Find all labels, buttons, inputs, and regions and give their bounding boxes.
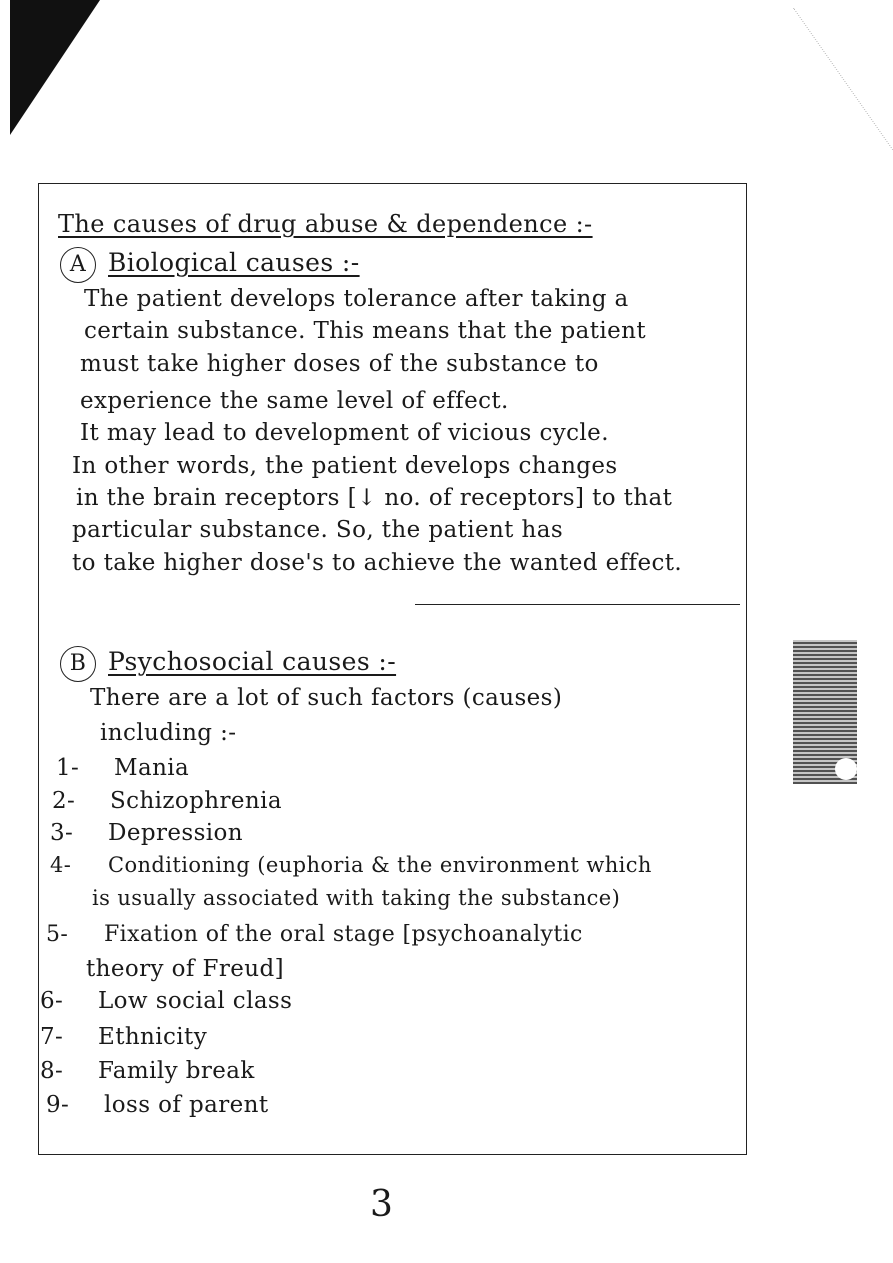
section-a-marker: A: [60, 247, 96, 283]
section-a-line: In other words, the patient develops changes: [72, 453, 618, 479]
section-a-line: to take higher dose's to achieve the wanted effect.: [72, 550, 683, 576]
list-item-number: 7-: [40, 1024, 64, 1050]
list-item-number: 1-: [56, 755, 80, 781]
list-item-continuation: theory of Freud]: [86, 956, 284, 982]
list-item-text: Schizophrenia: [110, 788, 282, 814]
list-item-number: 3-: [50, 820, 74, 846]
list-item: [40, 988, 292, 1014]
list-item-text: Conditioning (euphoria & the environment which: [108, 853, 652, 877]
section-a-line: certain substance. This means that the patient: [84, 318, 647, 344]
list-item-text: Ethnicity: [98, 1024, 208, 1050]
list-item: [50, 820, 243, 846]
section-divider: [415, 604, 740, 605]
list-item: [40, 1058, 255, 1084]
list-item-text: Low social class: [98, 988, 293, 1014]
scan-side-mark: [793, 640, 857, 784]
list-item: [46, 922, 583, 947]
list-item-number: 6-: [40, 988, 64, 1014]
section-a-heading: [60, 247, 360, 283]
section-a-line: experience the same level of effect.: [80, 388, 509, 414]
list-item: [52, 788, 282, 814]
list-item-text: Family break: [98, 1058, 255, 1084]
page-number: 3: [370, 1184, 393, 1225]
list-item-number: 5-: [46, 922, 69, 947]
section-a-line: particular substance. So, the patient has: [72, 517, 564, 543]
list-item-number: 2-: [52, 788, 76, 814]
section-b-title: Psychosocial causes :-: [108, 647, 397, 676]
list-item: [46, 1092, 269, 1118]
section-b-marker: B: [60, 646, 96, 682]
list-item-continuation: is usually associated with taking the substance): [92, 886, 621, 910]
section-a-line: It may lead to development of vicious cycle.: [80, 420, 609, 446]
scan-corner-fold: [673, 8, 893, 188]
scan-corner-shadow: [10, 0, 100, 135]
section-a-title: Biological causes :-: [108, 248, 360, 277]
section-b-intro: including :-: [100, 720, 237, 746]
section-b-heading: [60, 646, 396, 682]
list-item: [40, 1024, 207, 1050]
list-item-text: loss of parent: [104, 1092, 269, 1118]
section-a-line: The patient develops tolerance after taking a: [84, 286, 629, 312]
page-title: The causes of drug abuse & dependence :-: [58, 210, 593, 238]
list-item-number: 8-: [40, 1058, 64, 1084]
list-item-text: Mania: [114, 755, 190, 781]
section-a-line: in the brain receptors [↓ no. of receptors] to that: [76, 485, 673, 511]
list-item-number: 9-: [46, 1092, 70, 1118]
section-b-intro: There are a lot of such factors (causes): [90, 685, 563, 711]
list-item-text: Depression: [108, 820, 244, 846]
list-item-number: 4-: [50, 853, 72, 877]
list-item: [50, 853, 652, 877]
list-item-text: Fixation of the oral stage [psychoanalytic: [104, 922, 583, 947]
list-item: [56, 755, 189, 781]
section-a-line: must take higher doses of the substance to: [80, 351, 599, 377]
